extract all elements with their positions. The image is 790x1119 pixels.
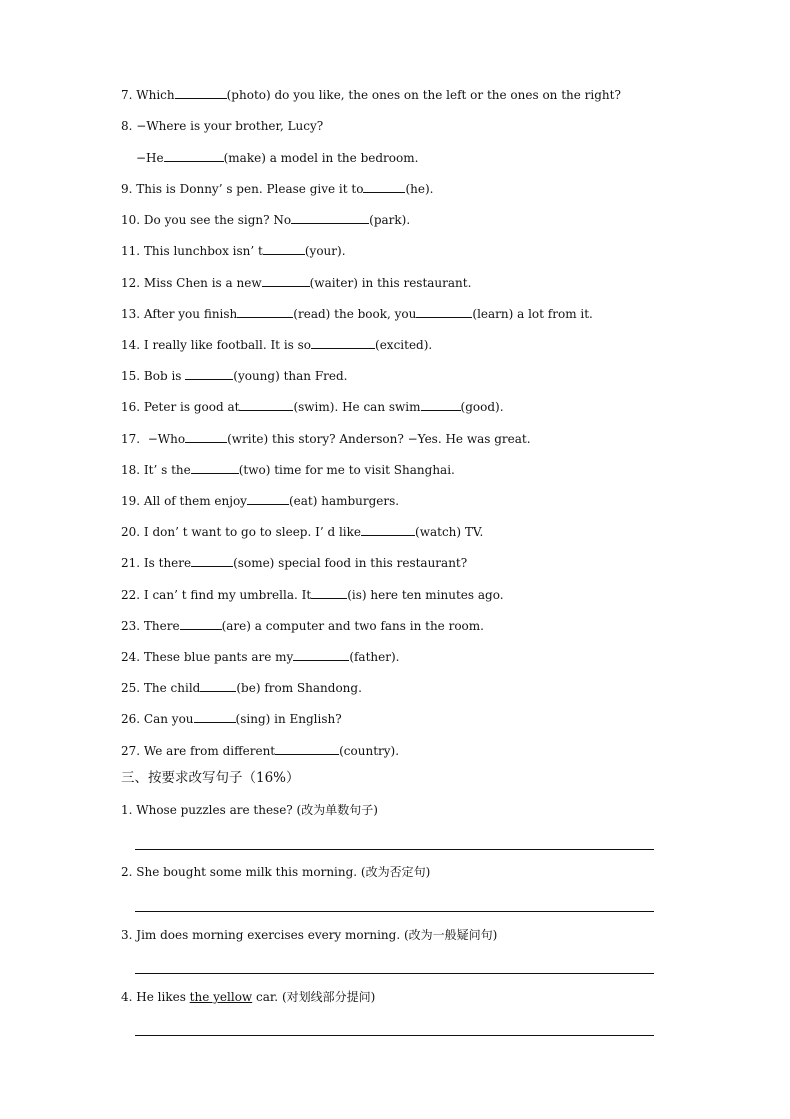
answer-blank[interactable] — [185, 367, 233, 380]
question-text: (two) time for me to visit Shanghai. — [238, 463, 455, 477]
answer-blank[interactable] — [275, 742, 339, 755]
question-item — [136, 149, 418, 166]
answer-line-3[interactable] — [135, 973, 654, 974]
answer-blank[interactable] — [361, 523, 415, 536]
question-text: (watch) TV. — [415, 525, 484, 539]
question-text: (is) here ten minutes ago. — [347, 588, 504, 602]
question-text: I really like football. It is so — [140, 338, 312, 352]
question-text: Which — [132, 88, 175, 102]
question-text: I don’ t want to go to sleep. I’ d like — [140, 525, 362, 539]
question-text: After you finish — [140, 307, 238, 321]
question-text: (make) a model in the bedroom. — [223, 151, 419, 165]
question-text: (eat) hamburgers. — [288, 494, 400, 508]
question-number: 7. — [121, 88, 133, 102]
question-text: −Where is your brother, Lucy? — [132, 119, 324, 133]
question-text: Bob is — [140, 369, 186, 383]
question-text: (sing) in English? — [235, 712, 342, 726]
answer-line-2[interactable] — [135, 911, 654, 912]
question-text: (photo) do you like, the ones on the left or the ones on the right? — [226, 88, 621, 102]
question-text: (swim). He can swim — [293, 400, 421, 414]
question-item — [121, 586, 504, 603]
question-text: Is there — [140, 556, 192, 570]
question-item — [121, 211, 410, 228]
question-text: The child — [140, 681, 201, 695]
rewrite-question-2: 2. She bought some milk this morning. (改为否定句) — [121, 865, 431, 879]
question-text: (be) from Shandong. — [236, 681, 362, 695]
answer-blank[interactable] — [416, 305, 472, 318]
question-text: All of them enjoy — [140, 494, 247, 508]
answer-blank[interactable] — [239, 398, 293, 411]
answer-blank[interactable] — [180, 617, 222, 630]
question-number: 8. — [121, 119, 133, 133]
answer-blank[interactable] — [363, 180, 405, 193]
answer-blank[interactable] — [291, 211, 369, 224]
question-text: (waiter) in this restaurant. — [309, 276, 472, 290]
question-text: Can you — [140, 712, 194, 726]
question-number: 9. — [121, 182, 133, 196]
answer-blank[interactable] — [191, 461, 239, 474]
question-number: 14. — [121, 338, 141, 352]
question-text: −He — [136, 151, 164, 165]
question-text: (learn) a lot from it. — [472, 307, 593, 321]
question-number: 19. — [121, 494, 141, 508]
answer-blank[interactable] — [237, 305, 293, 318]
q4-prefix: 4. He likes — [121, 990, 190, 1004]
question-text: (some) special food in this restaurant? — [233, 556, 468, 570]
question-number: 23. — [121, 619, 141, 633]
answer-blank[interactable] — [164, 149, 224, 162]
question-text: (park). — [369, 213, 411, 227]
question-item — [121, 242, 346, 259]
answer-blank[interactable] — [311, 586, 347, 599]
question-item — [121, 367, 348, 384]
question-item — [121, 398, 504, 415]
question-number: 21. — [121, 556, 141, 570]
question-item — [121, 336, 432, 353]
question-item — [121, 86, 621, 103]
question-item — [121, 180, 433, 197]
question-text: (he). — [405, 182, 434, 196]
question-text: These blue pants are my — [140, 650, 294, 664]
question-text: (young) than Fred. — [233, 369, 348, 383]
answer-blank[interactable] — [200, 679, 236, 692]
question-text: Do you see the sign? No — [140, 213, 292, 227]
answer-blank[interactable] — [263, 242, 305, 255]
answer-blank[interactable] — [175, 86, 227, 99]
question-text: (father). — [349, 650, 400, 664]
question-number: 24. — [121, 650, 141, 664]
question-text: I can’ t find my umbrella. It — [140, 588, 312, 602]
question-item — [121, 523, 483, 540]
answer-blank[interactable] — [293, 648, 349, 661]
question-item — [121, 617, 484, 634]
question-item — [121, 305, 593, 322]
rewrite-question-4 — [121, 989, 375, 1005]
question-text: It’ s the — [140, 463, 191, 477]
question-item — [121, 274, 471, 291]
answer-blank[interactable] — [262, 274, 310, 287]
question-number: 17. — [121, 432, 141, 446]
question-item — [121, 710, 342, 727]
question-text: (are) a computer and two fans in the room. — [221, 619, 484, 633]
question-text: This lunchbox isn’ t — [140, 244, 263, 258]
question-number: 15. — [121, 369, 141, 383]
question-number: 16. — [121, 400, 141, 414]
question-item — [121, 461, 455, 478]
answer-blank[interactable] — [247, 492, 289, 505]
question-text: (write) this story? Anderson? −Yes. He was great. — [227, 432, 531, 446]
question-item — [121, 430, 531, 447]
question-item — [121, 118, 323, 134]
q4-suffix: car. (对划线部分提问) — [252, 990, 376, 1004]
question-number: 18. — [121, 463, 141, 477]
answer-blank[interactable] — [421, 398, 461, 411]
question-text: There — [140, 619, 180, 633]
answer-line-1[interactable] — [135, 849, 654, 850]
question-number: 26. — [121, 712, 141, 726]
answer-line-4[interactable] — [135, 1035, 654, 1036]
question-text: Peter is good at — [140, 400, 240, 414]
question-item — [121, 492, 399, 509]
question-text: (good). — [460, 400, 504, 414]
q4-underlined-part: the yellow — [189, 990, 253, 1004]
question-item — [121, 742, 399, 759]
answer-blank[interactable] — [191, 554, 233, 567]
question-text: −Who — [140, 432, 186, 446]
question-text: (your). — [304, 244, 346, 258]
question-number: 13. — [121, 307, 141, 321]
answer-blank[interactable] — [185, 430, 227, 443]
answer-blank[interactable] — [311, 336, 375, 349]
question-text: We are from different — [140, 744, 276, 758]
section-3-title: 三、按要求改写句子（16%） — [121, 770, 300, 786]
question-number: 22. — [121, 588, 141, 602]
rewrite-question-1: 1. Whose puzzles are these? (改为单数句子) — [121, 803, 378, 817]
question-text: (country). — [339, 744, 400, 758]
question-text: (read) the book, you — [293, 307, 417, 321]
question-number: 11. — [121, 244, 141, 258]
question-text: This is Donny’ s pen. Please give it to — [132, 182, 364, 196]
question-number: 12. — [121, 276, 141, 290]
question-number: 27. — [121, 744, 141, 758]
question-number: 25. — [121, 681, 141, 695]
question-number: 10. — [121, 213, 141, 227]
question-text: Miss Chen is a new — [140, 276, 262, 290]
question-item — [121, 679, 362, 696]
question-item — [121, 648, 399, 665]
question-item — [121, 554, 467, 571]
rewrite-question-3: 3. Jim does morning exercises every morning. (改为一般疑问句) — [121, 928, 498, 942]
answer-blank[interactable] — [194, 710, 236, 723]
question-number: 20. — [121, 525, 141, 539]
question-text: (excited). — [375, 338, 433, 352]
